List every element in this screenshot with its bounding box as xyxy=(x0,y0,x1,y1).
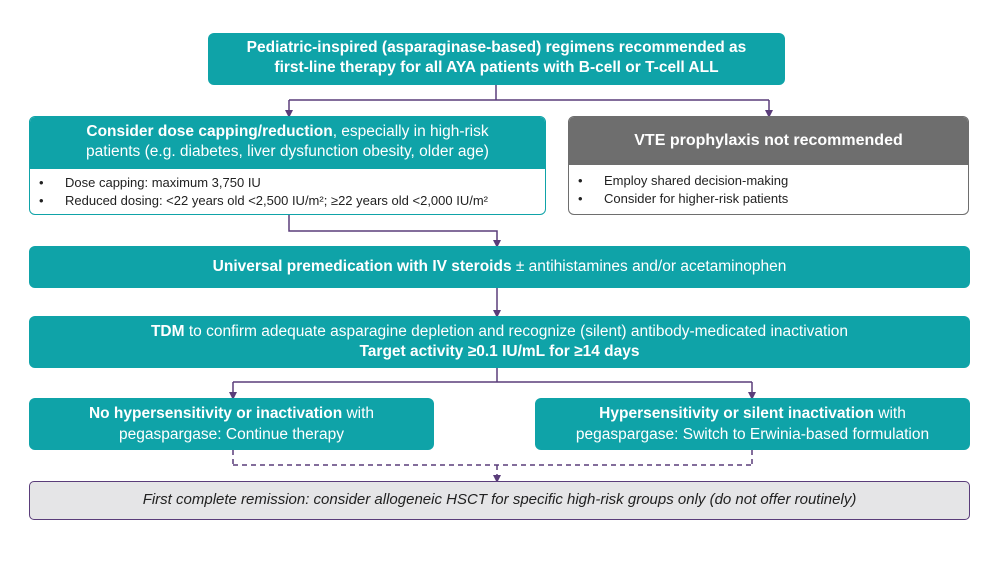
tdm-bold: TDM xyxy=(150,323,185,340)
dose-capping-title-rest: , especially in high-risk xyxy=(332,123,489,140)
dose-capping-title-line2: patients (e.g. diabetes, liver dysfunction obesity, older age) xyxy=(86,143,489,160)
hypersensitivity-rest: with xyxy=(873,405,906,422)
dose-capping-title-bold: Consider dose capping/reduction xyxy=(86,123,333,140)
dose-bullet-item xyxy=(39,174,545,192)
dose-bullet-text: Reduced dosing: <22 years old <2,500 IU/m²; ≥22 years old <2,000 IU/m² xyxy=(65,193,489,208)
hypersensitivity-bold: Hypersensitivity or silent inactivation xyxy=(599,405,874,422)
first-line-line2: first-line therapy for all AYA patients with B-cell or T-cell ALL xyxy=(274,59,719,76)
no-hypersensitivity-line2: pegaspargase: Continue therapy xyxy=(119,426,344,443)
bullet-icon: • xyxy=(39,193,44,208)
vte-prophylaxis-bullets xyxy=(569,165,968,208)
first-line-therapy-box xyxy=(208,33,785,85)
connector-dose-to-premed xyxy=(289,215,497,244)
premedication-rest: ± antihistamines and/or acetaminophen xyxy=(511,258,787,275)
vte-prophylaxis-box xyxy=(568,116,969,215)
first-line-line1: Pediatric-inspired (asparaginase-based) regimens recommended as xyxy=(246,39,747,56)
dose-bullet-item xyxy=(39,192,545,210)
bullet-icon: • xyxy=(39,175,44,190)
vte-bullet-text: Consider for higher-risk patients xyxy=(604,191,789,206)
dose-capping-bullets xyxy=(30,169,545,210)
tdm-rest: to confirm adequate asparagine depletion and recognize (silent) antibody-medicated inactivation xyxy=(184,323,849,340)
vte-bullet-item xyxy=(578,190,968,208)
bullet-icon: • xyxy=(578,191,583,206)
vte-bullet-item xyxy=(578,172,968,190)
vte-bullet-text: Employ shared decision-making xyxy=(604,173,789,188)
hypersensitivity-box xyxy=(535,398,970,450)
tdm-box xyxy=(29,316,970,368)
no-hypersensitivity-bold: No hypersensitivity or inactivation xyxy=(88,405,343,422)
premedication-box xyxy=(29,246,970,288)
dose-capping-header xyxy=(30,117,545,169)
tdm-target-activity: Target activity ≥0.1 IU/mL for ≥14 days xyxy=(359,343,640,360)
no-hypersensitivity-box xyxy=(29,398,434,450)
dose-capping-box xyxy=(29,116,546,215)
premedication-bold: Universal premedication with IV steroids xyxy=(212,258,512,275)
no-hypersensitivity-rest: with xyxy=(342,405,375,422)
dose-bullet-text: Dose capping: maximum 3,750 IU xyxy=(65,175,261,190)
hypersensitivity-line2: pegaspargase: Switch to Erwinia-based formulation xyxy=(575,426,930,443)
bullet-icon: • xyxy=(578,173,583,188)
remission-box: First complete remission: consider allogeneic HSCT for specific high-risk groups only (do not offer routinely) xyxy=(29,481,970,520)
vte-prophylaxis-header: VTE prophylaxis not recommended xyxy=(569,117,968,165)
